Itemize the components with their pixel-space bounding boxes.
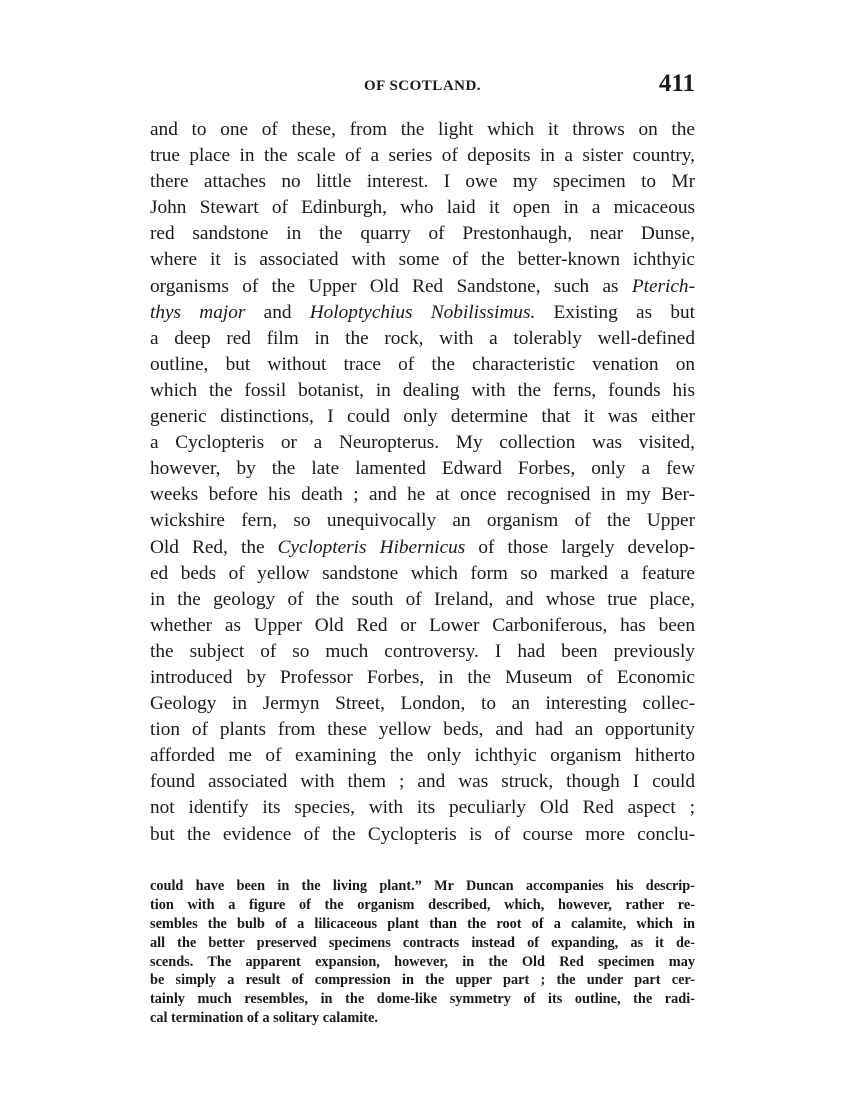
text-line bbox=[150, 430, 695, 456]
text-span: of those largely develop- bbox=[465, 536, 695, 558]
footnote-line: could have been in the living plant.” Mr Duncan accompanies his descrip- bbox=[150, 878, 695, 894]
text-span: not identify its species, with its peculiarly Old Red aspect ; bbox=[150, 797, 695, 819]
text-line bbox=[150, 561, 695, 587]
footnote bbox=[150, 877, 695, 1028]
footnote-line: tainly much resembles, in the dome-like symmetry of its outline, the radi- bbox=[150, 991, 695, 1008]
text-line bbox=[150, 482, 695, 508]
text-span: outline, but without trace of the characteristic venation on bbox=[150, 353, 695, 375]
text-line bbox=[150, 300, 695, 326]
text-span: the subject of so much controversy. I had been previously bbox=[150, 640, 695, 662]
text-span: ed beds of yellow sandstone which form so marked a feature bbox=[150, 562, 695, 584]
text-line bbox=[150, 639, 695, 665]
text-line bbox=[150, 691, 695, 717]
text-line bbox=[150, 535, 695, 561]
footnote-line: tion with a figure of the organism described, which, however, rather re- bbox=[150, 896, 695, 913]
text-span: which the fossil botanist, in dealing with the ferns, founds his bbox=[150, 379, 695, 401]
text-span: a Cyclopteris or a Neuropterus. My collection was visited, bbox=[150, 432, 695, 454]
text-span: organisms of the Upper Old Red Sandstone, such as bbox=[150, 275, 632, 297]
text-line bbox=[150, 613, 695, 639]
text-line bbox=[150, 665, 695, 691]
footnote-line: all the better preserved specimens contracts instead of expanding, as it de- bbox=[150, 934, 695, 951]
text-line bbox=[150, 456, 695, 482]
text-span: a deep red film in the rock, with a tolerably well-defined bbox=[150, 327, 695, 349]
text-span: tion of plants from these yellow beds, and had an opportunity bbox=[150, 719, 695, 741]
text-span: Existing as but bbox=[535, 301, 695, 323]
text-span: Old Red, the bbox=[150, 536, 278, 558]
italic-span: Pterich- bbox=[631, 275, 695, 297]
text-line bbox=[150, 143, 695, 169]
text-line bbox=[150, 352, 695, 378]
text-span: true place in the scale of a series of deposits in a sister country, bbox=[150, 145, 695, 167]
text-span: but the evidence of the Cyclopteris is of course more conclu- bbox=[150, 823, 695, 845]
text-line bbox=[150, 169, 695, 195]
text-line bbox=[150, 117, 695, 143]
running-title: OF SCOTLAND. bbox=[363, 78, 482, 94]
text-line bbox=[150, 769, 695, 795]
text-span: wickshire fern, so unequivocally an organism of the Upper bbox=[150, 510, 695, 532]
text-line bbox=[150, 822, 695, 848]
text-line bbox=[150, 743, 695, 769]
text-line bbox=[150, 221, 695, 247]
footnote-line: cal termination of a solitary calamite. bbox=[150, 1010, 378, 1027]
text-span: there attaches no little interest. I owe my specimen to Mr bbox=[150, 171, 695, 193]
text-span: and bbox=[245, 301, 310, 323]
text-line bbox=[150, 404, 695, 430]
text-span: John Stewart of Edinburgh, who laid it open in a micaceous bbox=[150, 197, 695, 219]
footnote-line: be simply a result of compression in the upper part ; the under part cer- bbox=[150, 972, 695, 989]
text-line bbox=[150, 378, 695, 404]
text-line bbox=[150, 587, 695, 613]
italic-span: thys major bbox=[150, 301, 246, 323]
text-span: however, by the late lamented Edward Forbes, only a few bbox=[150, 458, 695, 480]
text-span: whether as Upper Old Red or Lower Carboniferous, has been bbox=[150, 614, 695, 636]
text-span: where it is associated with some of the better-known ichthyic bbox=[150, 249, 695, 271]
text-span: red sandstone in the quarry of Prestonhaugh, near Dunse, bbox=[150, 223, 695, 245]
text-span: found associated with them ; and was struck, though I could bbox=[150, 771, 695, 793]
italic-span: Holoptychius Nobilissimus. bbox=[309, 301, 536, 323]
page-number: 411 bbox=[658, 70, 695, 97]
body-text bbox=[150, 117, 695, 848]
text-span: generic distinctions, I could only determine that it was either bbox=[150, 406, 695, 428]
text-span: in the geology of the south of Ireland, and whose true place, bbox=[150, 588, 695, 610]
text-line bbox=[150, 326, 695, 352]
text-line bbox=[150, 274, 695, 300]
footnote-line: sembles the bulb of a lilicaceous plant than the root of a calamite, which in bbox=[150, 915, 695, 932]
text-span: afforded me of examining the only ichthyic organism hitherto bbox=[150, 745, 695, 767]
text-line bbox=[150, 717, 695, 743]
text-span: and to one of these, from the light which it throws on the bbox=[150, 119, 695, 140]
text-line bbox=[150, 795, 695, 821]
text-line bbox=[150, 247, 695, 273]
text-span: Geology in Jermyn Street, London, to an interesting collec- bbox=[150, 693, 695, 715]
text-line bbox=[150, 195, 695, 221]
footnote-line: scends. The apparent expansion, however, in the Old Red specimen may bbox=[150, 953, 695, 970]
text-span: weeks before his death ; and he at once recognised in my Ber- bbox=[150, 484, 695, 506]
italic-span: Cyclopteris Hibernicus bbox=[277, 536, 466, 558]
text-span: introduced by Professor Forbes, in the Museum of Economic bbox=[150, 666, 695, 688]
running-head bbox=[150, 70, 695, 104]
text-line bbox=[150, 508, 695, 534]
